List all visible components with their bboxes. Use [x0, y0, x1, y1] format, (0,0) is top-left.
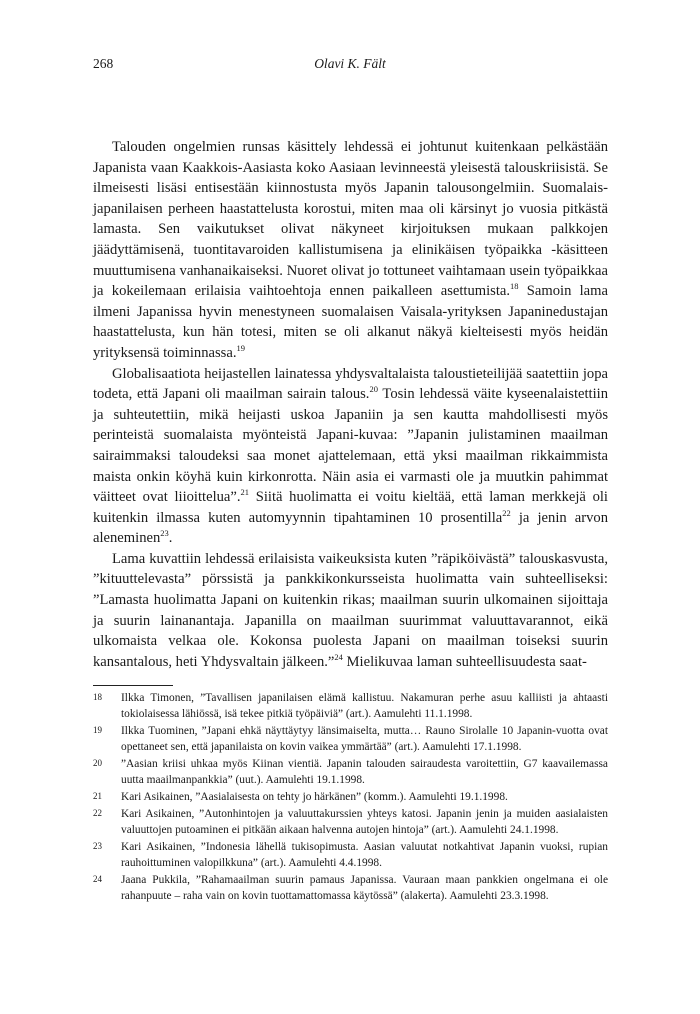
footnote	[93, 789, 608, 805]
page-header	[93, 56, 607, 74]
footnote-ref: 21	[240, 487, 250, 498]
footnote-ref: 22	[502, 507, 511, 518]
text-run: Siitä huolimatta ei voitu kieltää, että laman merkkejä oli kuitenkin ilmassa kuten automyynnin tipahtaminen 10 prosentilla	[93, 489, 608, 526]
paragraph	[93, 364, 608, 549]
footnote	[93, 872, 608, 904]
footnotes	[93, 690, 608, 905]
footnote	[93, 839, 608, 871]
footnote-ref: 24	[334, 651, 343, 662]
body-text	[93, 137, 608, 672]
text-run: Samoin lama ilmeni Japanissa hyvin menestyneen suomalaisen Vaisala-yrityksen Japaninedustajan haastattelusta, kun hän totesi, miten se oli alkanut näkyä kielteisesti myös heidän yrityksensä toiminnassa.	[93, 283, 608, 361]
paragraph	[93, 137, 608, 364]
footnote-number: 22	[93, 807, 102, 818]
footnote-text: Jaana Pukkila, ”Rahamaailman suurin pamaus Japanissa. Vauraan maan pankkien ongelmana ei ole rahanpuute – raha vain on kovin tuottamattomassa käytössä” (alakerta). Aamulehti 23.3.1998.	[121, 873, 608, 902]
footnote-number: 19	[93, 725, 102, 735]
footnote-separator	[93, 685, 173, 686]
text-run: Talouden ongelmien runsas käsittely lehdessä ei johtunut kuitenkaan pelkästään Japanista vaan Kaakkois-Aasiasta koko Aasiaan levinneestä yleisestä talouskriisistä. Se ilmeisesti lisäsi entisestään kiinnostusta myös Japanin talousongelmiin. Suomalais-japanilaisen perheen haastattelusta korostui, miten maa oli kärsinyt jo vuosia pitkästä lamasta. Sen vaikutukset olivat näkyneet kirjoituksen mukaan palkkojen jäädyttämisenä, tuontitavaroiden kallistumisena ja elinikäisen työpaikka -käsitteen muuttumisena vanhanaikaiseksi. Nuoret olivat jo tottuneet vaihtamaan usein työpaikkaa ja kokeilemaan erilaisia vaihtoehtoja ennen paikalleen asettumista.	[93, 139, 608, 300]
text-run: .	[168, 530, 173, 547]
footnote-ref: 19	[236, 343, 245, 354]
running-head: Olavi K. Fält	[314, 56, 386, 71]
paragraph	[93, 549, 608, 673]
footnote	[93, 806, 608, 838]
footnote-text: Kari Asikainen, ”Aasialaisesta on tehty jo härkänen” (komm.). Aamulehti 19.1.1998.	[121, 791, 508, 803]
footnote-number: 18	[93, 692, 102, 702]
text-run: ja jenin arvon aleneminen	[93, 509, 608, 547]
text-run: Mielikuvaa laman suhteellisuudesta saat-	[342, 653, 587, 670]
text-run: Tosin lehdessä väite kyseenalaistettiin ja suhteutettiin, mikä heijasti uskoa Japaniin ja sen kautta mahdollisesti myös perinteistä suomalaista myönteistä Japani-kuvaa: ”Japanin julistaminen maailman sairaimmaksi taloudeksi saa monet ajattelemaan, että yksi maailman rikkaimmista maista onkin köyhä kuin kirkonrotta. Näin asia ei varmasti ole ja muutkin pahimmat väitteet ovat liioittelua”.	[93, 386, 608, 506]
footnote-number: 20	[93, 758, 102, 768]
page-number: 268	[93, 56, 114, 71]
footnote-ref: 18	[510, 281, 519, 292]
footnote-text: Ilkka Timonen, ”Tavallisen japanilaisen elämä kallistuu. Nakamuran perhe asuu kalliisti ja ahtaasti tokiolaisessa lähiössä, isä tekee pitkiä työpäiviä” (art.). Aamulehti 11.1.1998.	[121, 692, 608, 721]
footnote-text: ”Aasian kriisi uhkaa myös Kiinan vientiä. Japanin talouden sairaudesta varoitettiin, G7 kaavailemassa uutta maailmanpankkia” (uut.). Aamulehti 19.1.1998.	[121, 758, 608, 787]
footnote-number: 21	[93, 791, 102, 801]
footnote-number: 23	[93, 840, 102, 851]
footnote-ref: 23	[160, 528, 169, 539]
footnote-text: Kari Asikainen, ”Autonhintojen ja valuuttakurssien yhteys katosi. Japanin jenin ja muiden aasialaisten valuuttojen putoaminen ei pitkään aikaan halvenna autojen hintoja” (art.). Aamulehti 24.1.1998.	[121, 807, 608, 836]
footnote	[93, 723, 608, 755]
footnote	[93, 756, 608, 788]
footnote-text: Kari Asikainen, ”Indonesia lähellä tukisopimusta. Aasian valuutat notkahtivat Japanin vuoksi, rupian rauhoittuminen valopilkkuna” (art.). Aamulehti 4.4.1998.	[121, 840, 608, 869]
footnote-ref: 20	[369, 384, 378, 395]
footnote-number: 24	[93, 873, 102, 884]
footnote-text: Ilkka Tuominen, ”Japani ehkä näyttäytyy länsimaiselta, mutta… Rauno Sirolalle 10 Japanin-vuotta ovat opettaneet sen, että japanilaista on kovin vaikea ymmärtää” (art.). Aamulehti 17.1.1998.	[121, 725, 608, 754]
text-run: Globalisaatiota heijastellen lainatessa yhdysvaltalaista taloustieteilijää saatettiin jopa todeta, että Japani oli maailman sairain talous.	[93, 365, 608, 403]
text-run: Lama kuvattiin lehdessä erilaisista vaikeuksista kuten ”räpiköivästä” talouskasvusta, ”kituuttelevasta” pörssistä ja pankkikonkursseista huolimatta vain suhteelliseksi: ”Lamasta huolimatta Japani on kuitenkin rikas; maailman suurin ulkomainen sijoittaja ja suurin lainanantaja. Japanilla on maailman suurimmat valuuttavarannot, eikä ulkomaista velkaa ole. Kokonsa puolesta Japani on maailman toiseksi suurin kansantalous, heti Yhdysvaltain jälkeen.”	[93, 550, 608, 670]
footnote	[93, 690, 608, 722]
